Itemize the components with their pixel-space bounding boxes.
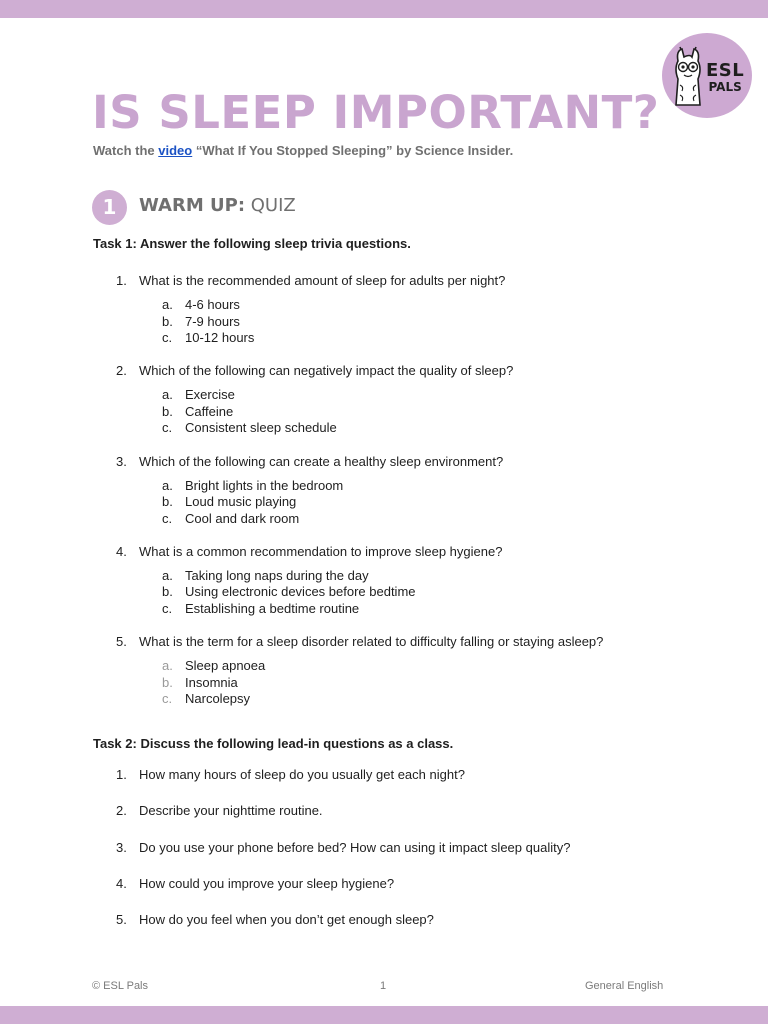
task1-heading: Task 1: Answer the following sleep trivia questions. bbox=[93, 236, 411, 251]
option-letter: a. bbox=[162, 478, 173, 493]
llama-icon bbox=[670, 43, 710, 109]
option-text: Bright lights in the bedroom bbox=[185, 478, 344, 493]
option-text: 7-9 hours bbox=[185, 314, 240, 329]
option-letter: b. bbox=[162, 675, 173, 690]
option-letter: c. bbox=[162, 420, 173, 435]
logo-text-esl: ESL bbox=[706, 60, 745, 81]
question-number: 3. bbox=[116, 454, 127, 469]
top-band bbox=[0, 0, 768, 18]
option-letter: b. bbox=[162, 404, 173, 419]
logo-text-pals: PALS bbox=[708, 80, 742, 94]
option-text: Taking long naps during the day bbox=[185, 568, 369, 583]
question-text: What is the term for a sleep disorder related to difficulty falling or staying asleep? bbox=[139, 634, 604, 649]
video-link[interactable]: video bbox=[158, 143, 193, 158]
option-letter: a. bbox=[162, 297, 173, 312]
subtitle-suffix: “What If You Stopped Sleeping” by Science Insider. bbox=[195, 143, 514, 158]
footer-course: General English bbox=[585, 980, 664, 992]
subtitle-prefix: Watch the bbox=[93, 143, 155, 158]
option-letter: c. bbox=[162, 330, 173, 345]
question-text: Describe your nighttime routine. bbox=[139, 803, 323, 818]
question-text: How do you feel when you don’t get enough sleep? bbox=[139, 912, 434, 927]
option-text: Cool and dark room bbox=[185, 511, 300, 526]
question-number: 5. bbox=[116, 634, 127, 649]
question-number: 2. bbox=[116, 803, 127, 818]
question-text: How could you improve your sleep hygiene? bbox=[139, 876, 395, 891]
section-title bbox=[139, 195, 296, 216]
option-text: Establishing a bedtime routine bbox=[185, 601, 360, 616]
section-number: 1 bbox=[92, 190, 127, 225]
option-text: Sleep apnoea bbox=[185, 658, 266, 673]
page-number: 1 bbox=[380, 980, 387, 992]
option-text: Using electronic devices before bedtime bbox=[185, 584, 416, 599]
option-text: Exercise bbox=[185, 387, 235, 402]
option-letter: b. bbox=[162, 584, 173, 599]
task2-heading: Task 2: Discuss the following lead-in questions as a class. bbox=[93, 736, 454, 751]
question-number: 1. bbox=[116, 767, 127, 782]
question-text: Which of the following can negatively impact the quality of sleep? bbox=[139, 363, 514, 378]
footer-copyright: © ESL Pals bbox=[92, 980, 148, 992]
option-text: 4-6 hours bbox=[185, 297, 240, 312]
question-text: Which of the following can create a healthy sleep environment? bbox=[139, 454, 504, 469]
section-title-rest: QUIZ bbox=[250, 195, 296, 216]
question-text: What is a common recommendation to improve sleep hygiene? bbox=[139, 544, 503, 559]
option-letter: a. bbox=[162, 568, 173, 583]
option-letter: a. bbox=[162, 387, 173, 402]
option-letter: a. bbox=[162, 658, 173, 673]
option-text: Loud music playing bbox=[185, 494, 297, 509]
option-text: Consistent sleep schedule bbox=[185, 420, 337, 435]
bottom-band bbox=[0, 1006, 768, 1024]
option-text: 10-12 hours bbox=[185, 330, 255, 345]
esl-pals-logo bbox=[662, 33, 752, 118]
question-number: 4. bbox=[116, 544, 127, 559]
question-number: 2. bbox=[116, 363, 127, 378]
option-text: Insomnia bbox=[185, 675, 238, 690]
question-number: 5. bbox=[116, 912, 127, 927]
option-letter: c. bbox=[162, 601, 173, 616]
section-title-bold: WARM UP: bbox=[139, 195, 246, 216]
option-letter: c. bbox=[162, 511, 173, 526]
question-number: 1. bbox=[116, 273, 127, 288]
page-title: IS SLEEP IMPORTANT? bbox=[92, 86, 660, 139]
question-text: Do you use your phone before bed? How can using it impact sleep quality? bbox=[139, 840, 571, 855]
question-text: How many hours of sleep do you usually get each night? bbox=[139, 767, 465, 782]
option-text: Narcolepsy bbox=[185, 691, 251, 706]
option-letter: b. bbox=[162, 494, 173, 509]
option-text: Caffeine bbox=[185, 404, 234, 419]
option-letter: b. bbox=[162, 314, 173, 329]
question-number: 3. bbox=[116, 840, 127, 855]
question-number: 4. bbox=[116, 876, 127, 891]
subtitle bbox=[93, 143, 513, 158]
question-text: What is the recommended amount of sleep for adults per night? bbox=[139, 273, 506, 288]
option-letter: c. bbox=[162, 691, 173, 706]
